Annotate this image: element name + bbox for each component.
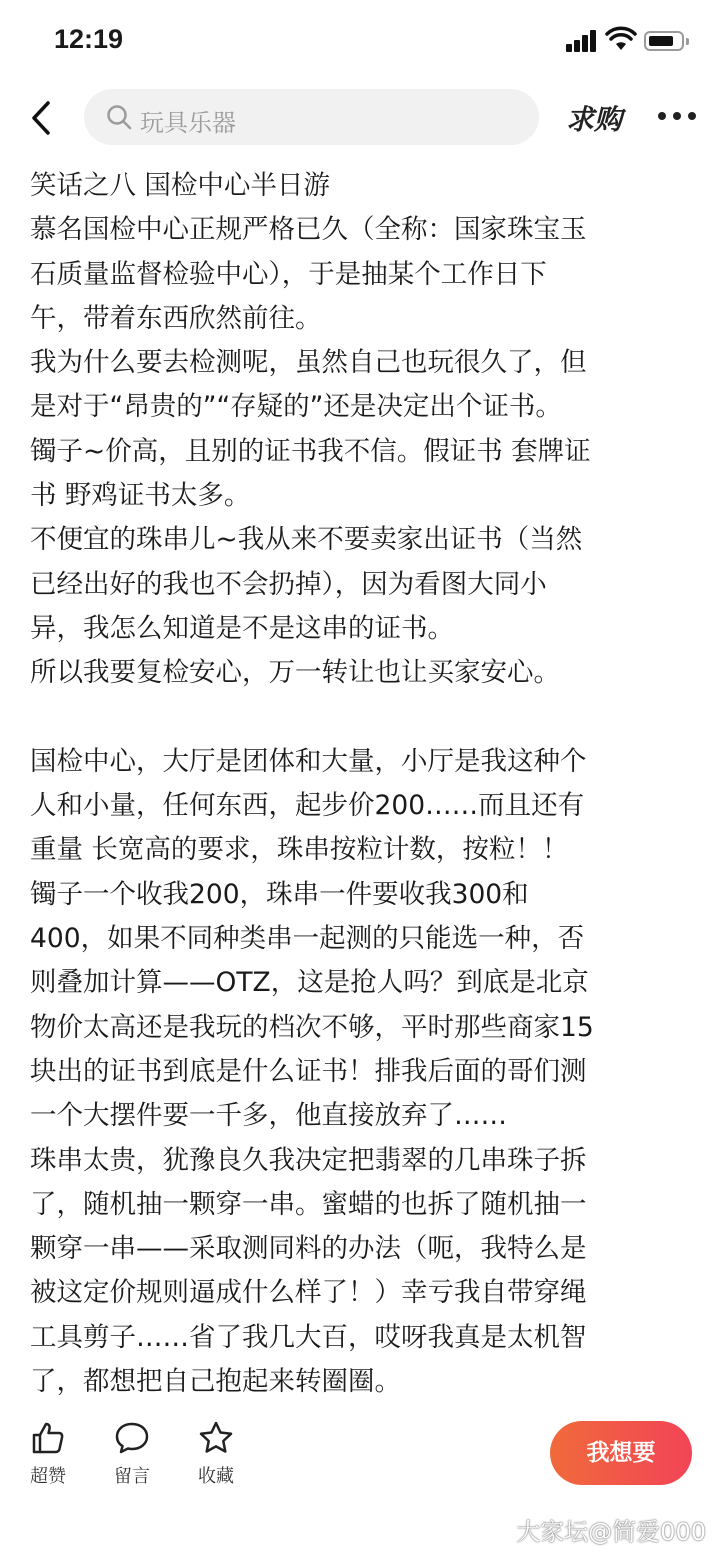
back-arrow-icon[interactable] bbox=[26, 98, 56, 138]
post-line: 我为什么要去检测呢，虽然自己也玩很久了，但 bbox=[30, 347, 587, 379]
post-line: 工具剪子……省了我几大百，哎呀我真是太机智 bbox=[30, 1321, 587, 1353]
like-button[interactable] bbox=[18, 1420, 78, 1488]
comment-label: 留言 bbox=[114, 1466, 150, 1487]
post-blank-line bbox=[30, 696, 700, 740]
more-options-icon[interactable] bbox=[658, 112, 698, 122]
favorite-label: 收藏 bbox=[198, 1466, 234, 1487]
post-line: 所以我要复检安心，万一转让也让买家安心。 bbox=[30, 657, 560, 689]
post-line: 被这定价规则逼成什么样了！）幸亏我自带穿绳 bbox=[30, 1277, 587, 1309]
post-line: 国检中心，大厅是团体和大量，小厅是我这种个 bbox=[30, 745, 587, 777]
favorite-button[interactable] bbox=[186, 1420, 246, 1488]
post-line: 不便宜的珠串儿~我从来不要卖家出证书（当然 bbox=[30, 524, 583, 556]
post-line: 重量 长宽高的要求，珠串按粒计数，按粒！！ bbox=[30, 834, 569, 866]
search-placeholder: 玩具乐器 bbox=[140, 109, 236, 137]
battery-icon bbox=[644, 31, 684, 51]
cellular-signal-icon bbox=[566, 30, 598, 52]
thumbs-up-icon bbox=[30, 1420, 66, 1456]
post-line: 已经出好的我也不会扔掉），因为看图大同小 bbox=[30, 568, 547, 600]
post-line: 珠串太贵，犹豫良久我决定把翡翠的几串珠子拆 bbox=[30, 1144, 587, 1176]
star-icon bbox=[198, 1420, 234, 1456]
post-line: 则叠加计算——OTZ，这是抢人吗？到底是北京 bbox=[30, 967, 589, 999]
post-line: 异，我怎么知道是不是这串的证书。 bbox=[30, 612, 454, 644]
post-line: 物价太高还是我玩的档次不够，平时那些商家15 bbox=[30, 1011, 594, 1043]
search-icon bbox=[106, 104, 132, 130]
post-line: 一个大摆件要一千多，他直接放弃了…… bbox=[30, 1100, 507, 1132]
post-line: 书 野鸡证书太多。 bbox=[30, 480, 251, 512]
search-bar[interactable] bbox=[84, 89, 539, 145]
post-body bbox=[30, 164, 700, 1404]
post-line: 人和小量，任何东西，起步价200……而且还有 bbox=[30, 790, 585, 822]
post-line: 了，都想把自己抱起来转圈圈。 bbox=[30, 1366, 401, 1398]
post-line: 镯子一个收我200，珠串一件要收我300和 bbox=[30, 878, 529, 910]
top-nav-bar bbox=[0, 84, 720, 154]
bottom-action-bar bbox=[0, 1404, 720, 1504]
post-line: 400，如果不同种类串一起测的只能选一种，否 bbox=[30, 923, 585, 955]
comment-bubble-icon bbox=[114, 1420, 150, 1456]
post-line: 是对于“昂贵的”“存疑的”还是决定出个证书。 bbox=[30, 391, 562, 423]
post-line: 镯子~价高，且别的证书我不信。假证书 套牌证 bbox=[30, 435, 591, 467]
status-time: 12:19 bbox=[54, 24, 124, 54]
comment-button[interactable] bbox=[102, 1420, 162, 1488]
watermark-text: 大家坛@简爱000 bbox=[516, 1518, 706, 1546]
post-line: 颗穿一串——采取测同料的办法（呃，我特么是 bbox=[30, 1233, 587, 1265]
like-label: 超赞 bbox=[30, 1466, 66, 1487]
post-line: 了，随机抽一颗穿一串。蜜蜡的也拆了随机抽一 bbox=[30, 1188, 587, 1220]
i-want-button[interactable]: 我想要 bbox=[550, 1421, 692, 1485]
wifi-icon bbox=[606, 28, 636, 52]
status-bar bbox=[0, 0, 720, 84]
want-to-buy-button[interactable]: 求购 bbox=[566, 103, 623, 136]
post-line: 慕名国检中心正规严格已久（全称：国家珠宝玉 bbox=[30, 214, 587, 246]
post-title: 笑话之八 国检中心半日游 bbox=[30, 170, 330, 201]
post-line: 石质量监督检验中心），于是抽某个工作日下 bbox=[30, 258, 547, 290]
post-line: 块出的证书到底是什么证书！排我后面的哥们测 bbox=[30, 1055, 587, 1087]
post-line: 午，带着东西欣然前往。 bbox=[30, 302, 322, 334]
